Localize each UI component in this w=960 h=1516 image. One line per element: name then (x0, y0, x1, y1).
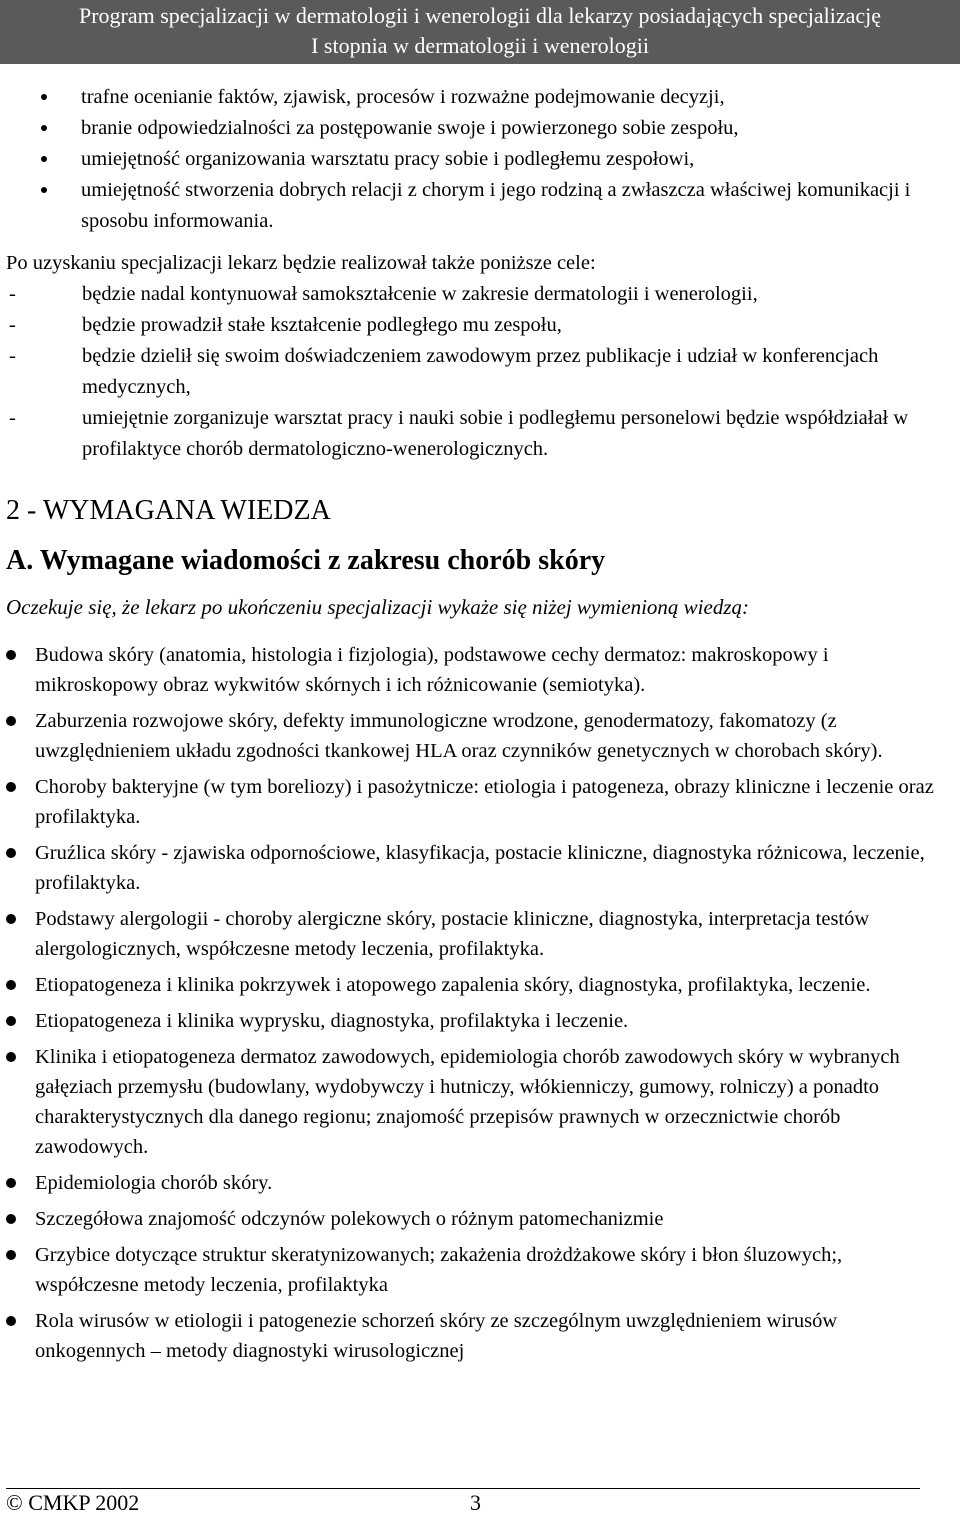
goals-intro: Po uzyskaniu specjalizacji lekarz będzie realizował także poniższe cele: (6, 252, 596, 274)
knowledge-list-item: Grzybice dotyczące struktur skeratynizowanych; zakażenia drożdżakowe skóry i błon śluzowych;, współczesne metody leczenia, profilaktyka (6, 1240, 936, 1300)
section-title: 2 - WYMAGANA WIEDZA (6, 495, 331, 526)
header-line-2: I stopnia w dermatologii i wenerologii (311, 33, 649, 58)
knowledge-lead: Oczekuje się, że lekarz po ukończeniu specjalizacji wykaże się niżej wymienioną wiedzą: (6, 595, 749, 619)
knowledge-list-item: Etiopatogeneza i klinika wyprysku, diagnostyka, profilaktyka i leczenie. (6, 1006, 936, 1036)
knowledge-list-item: Etiopatogeneza i klinika pokrzywek i atopowego zapalenia skóry, diagnostyka, profilaktyka, leczenie. (6, 970, 936, 1000)
skills-list-item: trafne ocenianie faktów, zjawisk, procesów i rozważne podejmowanie decyzji, (40, 82, 940, 113)
knowledge-list-item: Budowa skóry (anatomia, histologia i fizjologia), podstawowe cechy dermatoz: makroskopowy i mikroskopowy obraz wykwitów skórnych i ich różnicowanie (semiotyka). (6, 640, 936, 700)
knowledge-list-item: Choroby bakteryjne (w tym boreliozy) i pasożytnicze: etiologia i patogeneza, obrazy kliniczne i leczenie oraz profilaktyka. (6, 772, 936, 832)
goals-list-item: - będzie prowadził stałe kształcenie podległego mu zespołu, (6, 310, 946, 341)
skills-list-item: umiejętność organizowania warsztatu pracy sobie i podległemu zespołowi, (40, 144, 940, 175)
knowledge-list-item: Klinika i etiopatogeneza dermatoz zawodowych, epidemiologia chorób zawodowych skóry w wybranych gałęziach przemysłu (budowlany, wydobywczy i hutniczy, włókienniczy, gumowy, rolniczy) a ponadto charakterystycznych dla danego regionu; znajomość przepisów prawnych w orzecznictwie chorób zawodowych. (6, 1042, 936, 1162)
knowledge-list-item: Rola wirusów w etiologii i patogenezie schorzeń skóry ze szczególnym uwzględnieniem wirusów onkogennych – metody diagnostyki wirusologicznej (6, 1306, 936, 1366)
page-number: 3 (470, 1490, 481, 1515)
skills-list (40, 82, 940, 237)
skills-list-item: umiejętność stworzenia dobrych relacji z chorym i jego rodziną a zwłaszcza właściwej komunikacji i sposobu informowania. (40, 175, 940, 237)
knowledge-list (6, 640, 936, 1372)
subsection-title: A. Wymagane wiadomości z zakresu chorób skóry (6, 545, 606, 576)
header-line-1: Program specjalizacji w dermatologii i wenerologii dla lekarzy posiadających specjalizację (78, 3, 882, 28)
skills-list-item: branie odpowiedzialności za postępowanie swoje i powierzonego sobie zespołu, (40, 113, 940, 144)
goals-list-item: - będzie nadal kontynuował samokształcenie w zakresie dermatologii i wenerologii, (6, 279, 946, 310)
knowledge-list-item: Podstawy alergologii - choroby alergiczne skóry, postacie kliniczne, diagnostyka, interpretacja testów alergologicznych, współczesne metody leczenia, profilaktyka. (6, 904, 936, 964)
knowledge-list-item: Gruźlica skóry - zjawiska odpornościowe, klasyfikacja, postacie kliniczne, diagnostyka różnicowa, leczenie, profilaktyka. (6, 838, 936, 898)
knowledge-list-item: Zaburzenia rozwojowe skóry, defekty immunologiczne wrodzone, genodermatozy, fakomatozy (z uwzględnieniem układu zgodności tkankowej HLA oraz czynników genetycznych w chorobach skóry). (6, 706, 936, 766)
knowledge-list-item: Szczegółowa znajomość odczynów polekowych o różnym patomechanizmie (6, 1204, 936, 1234)
goals-list-item: - będzie dzielił się swoim doświadczeniem zawodowym przez publikacje i udział w konferencjach medycznych, (6, 341, 946, 403)
goals-list-item: - umiejętnie zorganizuje warsztat pracy i nauki sobie i podległemu personelowi będzie współdziałał w profilaktyce chorób dermatologiczno-wenerologicznych. (6, 403, 946, 465)
goals-list (6, 279, 946, 465)
knowledge-list-item: Epidemiologia chorób skóry. (6, 1168, 936, 1198)
page-header (0, 0, 960, 64)
footer-copyright: © CMKP 2002 (6, 1490, 140, 1515)
footer-divider (6, 1488, 920, 1489)
